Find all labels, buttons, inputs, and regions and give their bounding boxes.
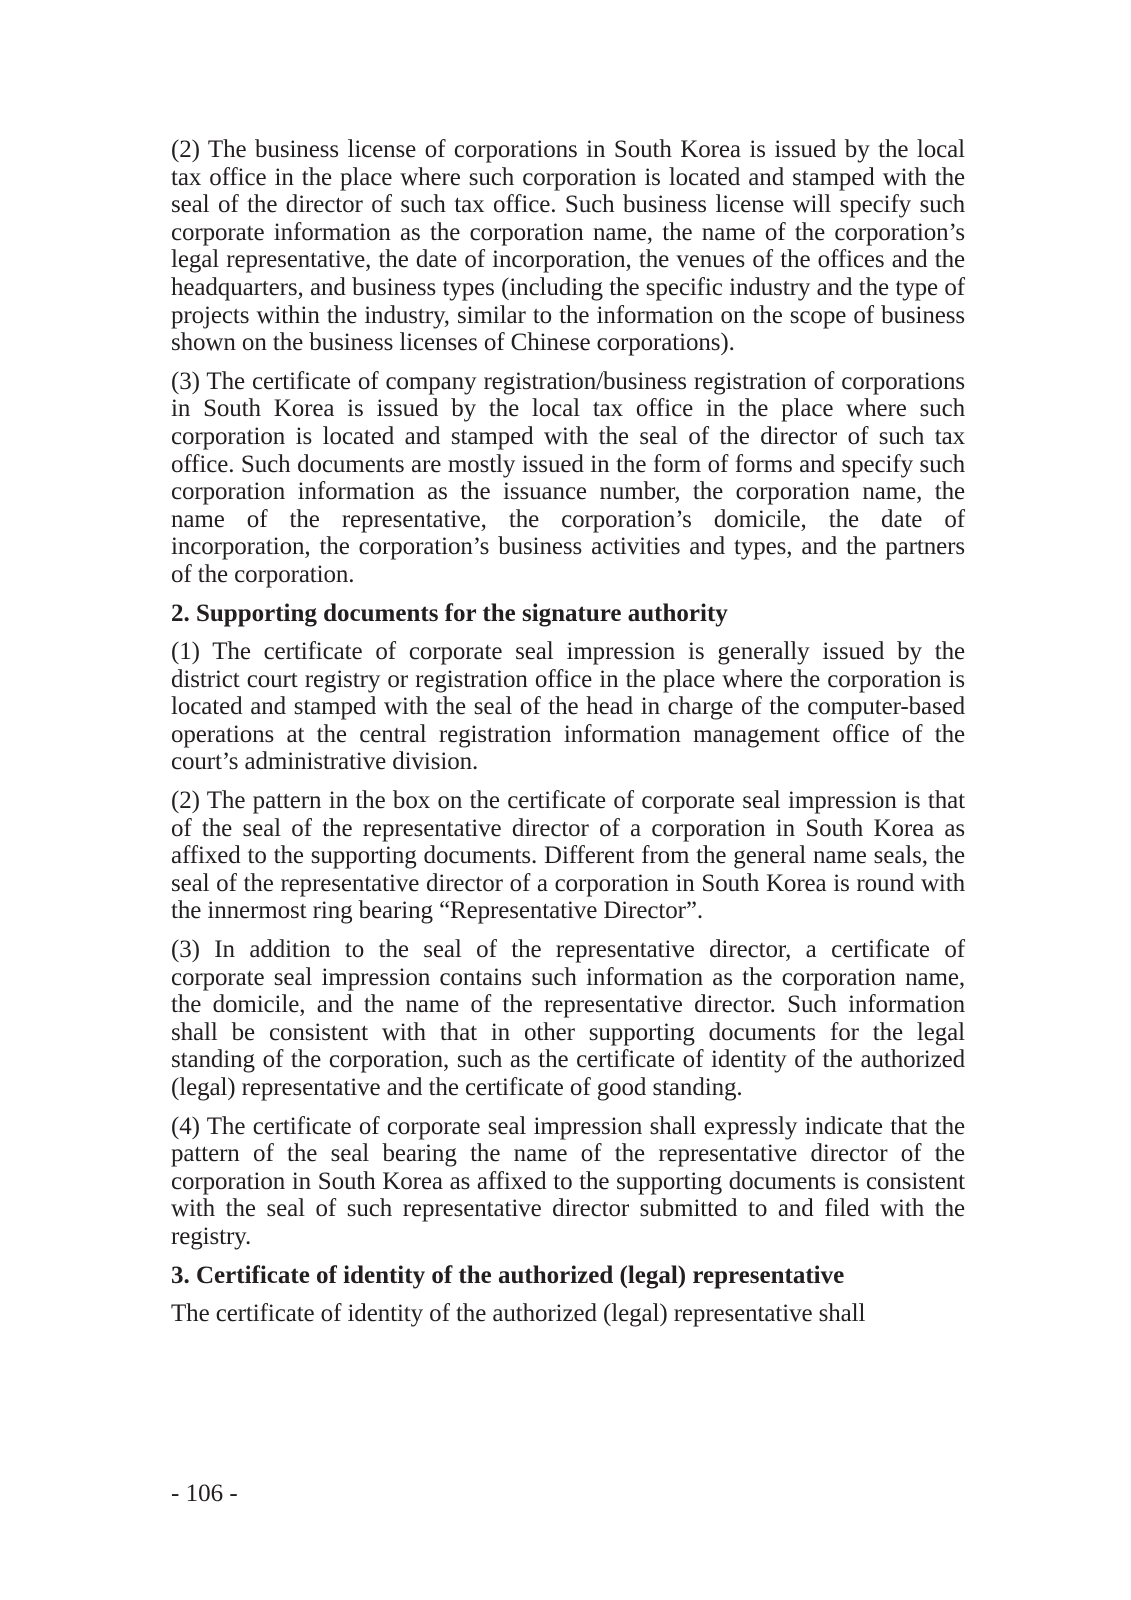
paragraph-continued: The certificate of identity of the authorized (legal) representative shall bbox=[171, 1300, 866, 1328]
page-number: - 106 - bbox=[171, 1480, 238, 1507]
paragraph: (4) The certificate of corporate seal impression shall expressly indicate that the pattern of the seal bearing the name of the representative director of the corporation in South Korea as affixed to the supporting documents is consistent with the seal of such representative director submitted to and filed with the registry. bbox=[171, 1112, 965, 1250]
paragraph: (2) The pattern in the box on the certificate of corporate seal impression is that of the seal of the representative director of a corporation in South Korea as affixed to the supporting documents. Different from the general name seals, the seal of the representative director of a corporation in South Korea is round with the innermost ring bearing “Representative Director”. bbox=[171, 787, 965, 925]
section-heading: 3. Certificate of identity of the authorized (legal) representative bbox=[171, 1261, 845, 1289]
page-body bbox=[171, 136, 965, 1339]
paragraph: (3) In addition to the seal of the representative director, a certificate of corporate seal impression contains such information as the corporation name, the domicile, and the name of the representative director. Such information shall be consistent with that in other supporting documents for the legal standing of the corporation, such as the certificate of identity of the authorized (legal) representative and the certificate of good standing. bbox=[171, 936, 965, 1101]
paragraph: (1) The certificate of corporate seal impression is generally issued by the district court registry or registration office in the place where the corporation is located and stamped with the seal of the head in charge of the computer-based operations at the central registration information management office of the court’s administrative division. bbox=[171, 638, 965, 776]
paragraph: (2) The business license of corporations in South Korea is issued by the local tax office in the place where such corporation is located and stamped with the seal of the director of such tax office. Such business license will specify such corporate information as the corporation name, the name of the corporation’s legal representative, the date of incorporation, the venues of the offices and the headquarters, and business types (including the specific industry and the type of projects within the industry, similar to the information on the scope of business shown on the business licenses of Chinese corporations). bbox=[171, 136, 965, 357]
section-heading: 2. Supporting documents for the signature authority bbox=[171, 599, 728, 627]
paragraph: (3) The certificate of company registration/business registration of corporations in South Korea is issued by the local tax office in the place where such corporation is located and stamped with the seal of the director of such tax office. Such documents are mostly issued in the form of forms and specify such corporation information as the issuance number, the corporation name, the name of the representative, the corporation’s domicile, the date of incorporation, the corporation’s business activities and types, and the partners of the corporation. bbox=[171, 367, 965, 588]
